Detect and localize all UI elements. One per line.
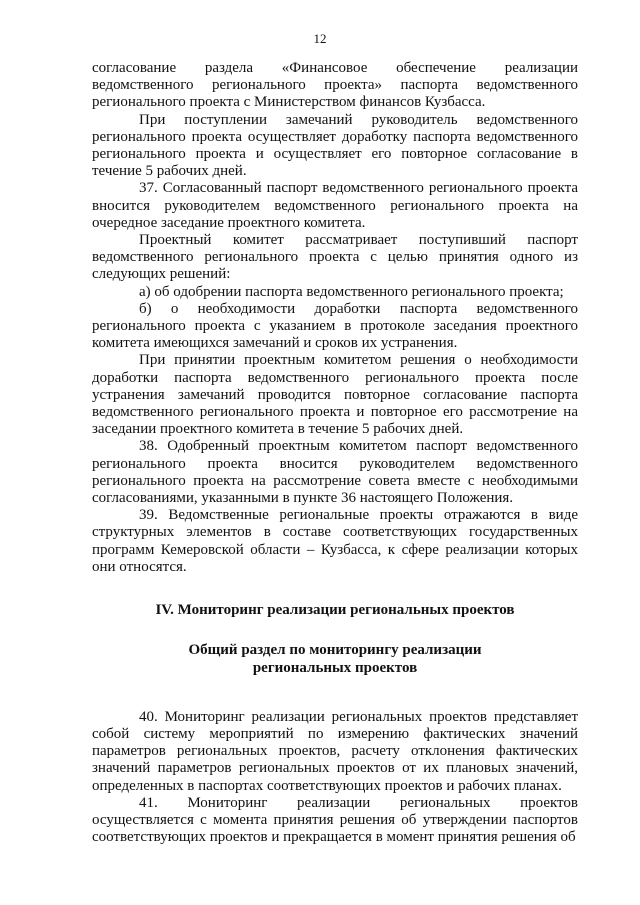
list-item-a: а) об одобрении паспорта ведомственного регионального проекта; <box>139 283 564 300</box>
paragraph-item-38: 38. Одобренный проектным комитетом паспорт ведомственного регионального проекта вносится руководителем ведомственного регионального проекта на рассмотрение совета вместе с необходимыми согласованиями, указанными в пункте 36 настоящего Положения. <box>92 438 578 507</box>
paragraph: согласование раздела «Финансовое обеспечение реализации ведомственного регионального проекта» паспорта ведомственного регионального проекта с Министерством финансов Кузбасса. <box>92 60 578 111</box>
paragraph-item-40: 40. Мониторинг реализации региональных проектов представляет собой систему мероприятий по измерению фактических значений параметров региональных проектов, расчету отклонения фактических значений параметров региональных проектов от их плановых значений, определенных в паспортах соответствующих проектов и рабочих планах. <box>92 708 578 794</box>
list-item-b: б) о необходимости доработки паспорта ведомственного регионального проекта с указанием в протоколе заседания проектного комитета имеющихся замечаний и сроков их устранения. <box>92 300 578 352</box>
subsection-heading-line2: региональных проектов <box>252 659 418 676</box>
paragraph-item-41: 41. Мониторинг реализации региональных проектов осуществляется с момента принятия решения об утверждении паспортов соответствующих проектов и прекращается в момент принятия решения об <box>92 794 578 846</box>
document-body <box>92 60 578 846</box>
page-number: 12 <box>313 31 327 46</box>
paragraph: Проектный комитет рассматривает поступивший паспорт ведомственного регионального проекта с целью принятия одного из следующих решений: <box>92 232 578 283</box>
paragraph: При поступлении замечаний руководитель ведомственного регионального проекта осуществляет доработку паспорта ведомственного регионального проекта и осуществляет его повторное согласование в течение 5 рабочих дней. <box>92 111 578 180</box>
subsection-heading-line1: Общий раздел по мониторингу реализации <box>188 642 482 659</box>
section-heading: IV. Мониторинг реализации региональных проектов <box>155 602 515 619</box>
paragraph-item-37: 37. Согласованный паспорт ведомственного регионального проекта вносится руководителем ведомственного регионального проекта на очередное заседание проектного комитета. <box>92 180 578 231</box>
paragraph-item-39: 39. Ведомственные региональные проекты отражаются в виде структурных элементов в составе соответствующих государственных программ Кемеровской области – Кузбасса, к сфере реализации которых они относятся. <box>92 507 578 575</box>
paragraph: При принятии проектным комитетом решения о необходимости доработки паспорта ведомственного регионального проекта после устранения замечаний проводится повторное согласование паспорта ведомственного регионального проекта и повторное его рассмотрение на заседании проектного комитета в течение 5 рабочих дней. <box>92 352 578 438</box>
